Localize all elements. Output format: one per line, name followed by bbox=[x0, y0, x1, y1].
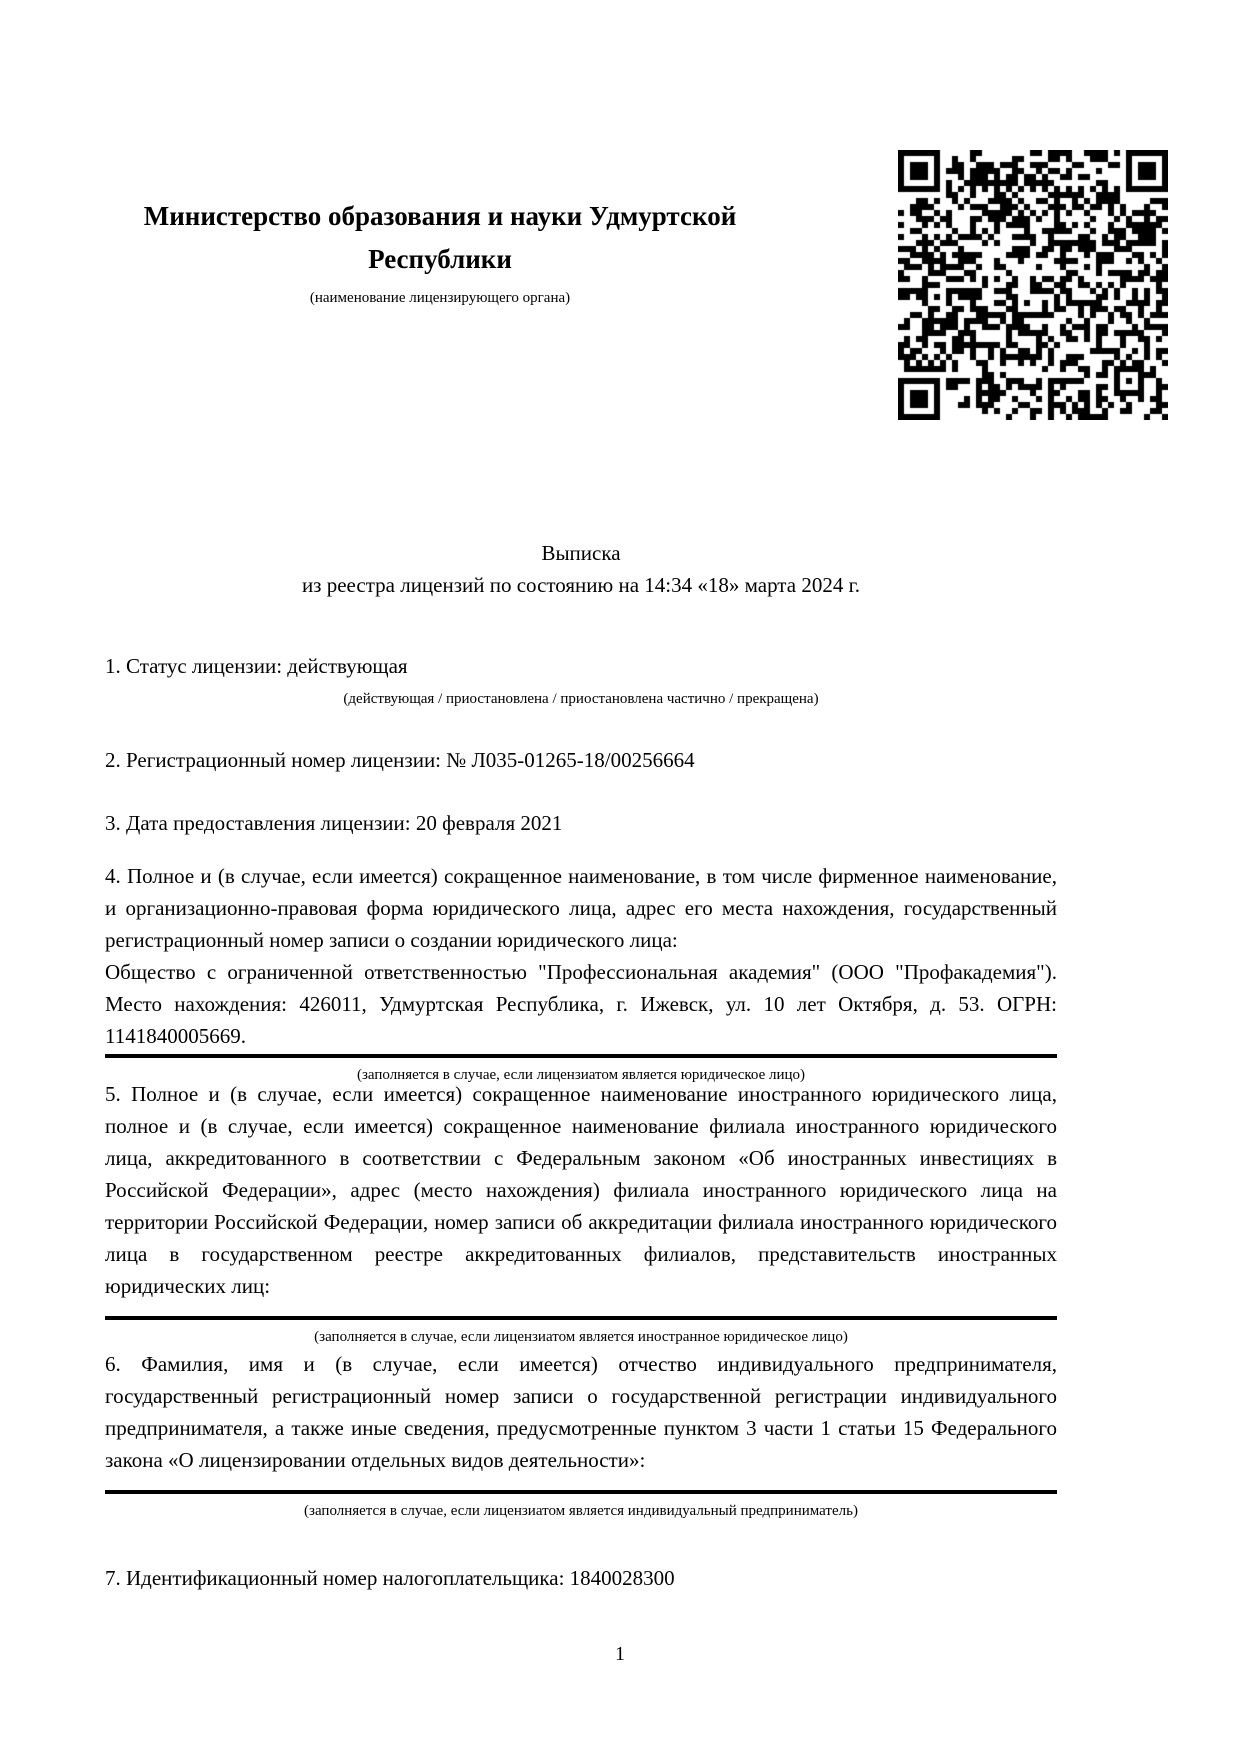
entrepreneur-block bbox=[105, 1348, 1057, 1521]
licensing-authority-caption: (наименование лицензирующего органа) bbox=[309, 290, 571, 306]
entrepreneur-fill-line bbox=[105, 1476, 1057, 1494]
extract-title: Выписка bbox=[541, 541, 621, 565]
legal-entity-caption: (заполняется в случае, если лицензиатом является юридическое лицо) bbox=[356, 1067, 806, 1083]
qr-code bbox=[898, 150, 1168, 420]
foreign-entity-fill-line bbox=[105, 1302, 1057, 1320]
extract-title-block bbox=[105, 537, 1057, 601]
license-status-caption: (действующая / приостановлена / приостановлена частично / прекращена) bbox=[343, 691, 819, 707]
entrepreneur-caption: (заполняется в случае, если лицензиатом является индивидуальный предприниматель) bbox=[304, 1503, 858, 1519]
taxpayer-id-line: 7. Идентификационный номер налогоплательщика: 1840028300 bbox=[105, 1566, 675, 1590]
extract-subtitle: из реестра лицензий по состоянию на 14:34 «18» марта 2024 г. bbox=[301, 573, 861, 597]
legal-entity-value: Общество с ограниченной ответственностью "Профессиональная академия" (ООО "Профакадемия"). Место нахождения: 426011, Удмуртская Республика, г. Ижевск, ул. 10 лет Октября, д. 53. ОГРН: 1141840005669. bbox=[105, 956, 1057, 1058]
legal-entity-block bbox=[105, 860, 1057, 1085]
foreign-entity-paragraph: 5. Полное и (в случае, если имеется) сокращенное наименование иностранного юридического лица, полное и (в случае, если имеется) сокращенное наименование филиала иностранного юридического лица, аккредитованного в соответствии с Федеральным законом «Об иностранных инвестициях в Российской Федерации», адрес (место нахождения) филиала иностранного юридического лица на территории Российской Федерации, номер записи об аккредитации филиала иностранного юридического лица в государственном реестре аккредитованных филиалов, представительств иностранных юридических лиц: bbox=[105, 1082, 1057, 1298]
license-status-block bbox=[105, 650, 1057, 709]
license-status-line: 1. Статус лицензии: действующая bbox=[105, 654, 408, 678]
legal-entity-paragraph: 4. Полное и (в случае, если имеется) сокращенное наименование, в том числе фирменное наименование, и организационно-правовая форма юридического лица, адрес его места нахождения, государственный регистрационный номер записи о создании юридического лица: bbox=[105, 864, 1057, 952]
foreign-entity-caption: (заполняется в случае, если лицензиатом является иностранное юридическое лицо) bbox=[314, 1329, 848, 1345]
entrepreneur-paragraph: 6. Фамилия, имя и (в случае, если имеется) отчество индивидуального предпринимателя, государственный регистрационный номер записи о государственной регистрации индивидуального предпринимателя, а также иные сведения, предусмотренные пунктом 3 части 1 статьи 15 Федерального закона «О лицензировании отдельных видов деятельности»: bbox=[105, 1352, 1057, 1472]
page-number: 1 bbox=[615, 1643, 625, 1665]
license-grant-date-line: 3. Дата предоставления лицензии: 20 февраля 2021 bbox=[105, 811, 563, 835]
foreign-entity-block bbox=[105, 1078, 1057, 1347]
licensing-authority-block bbox=[105, 195, 775, 307]
licensing-authority-name: Министерство образования и науки Удмуртской Республики bbox=[143, 201, 737, 274]
license-reg-number-line: 2. Регистрационный номер лицензии: № Л035-01265-18/00256664 bbox=[105, 748, 695, 772]
